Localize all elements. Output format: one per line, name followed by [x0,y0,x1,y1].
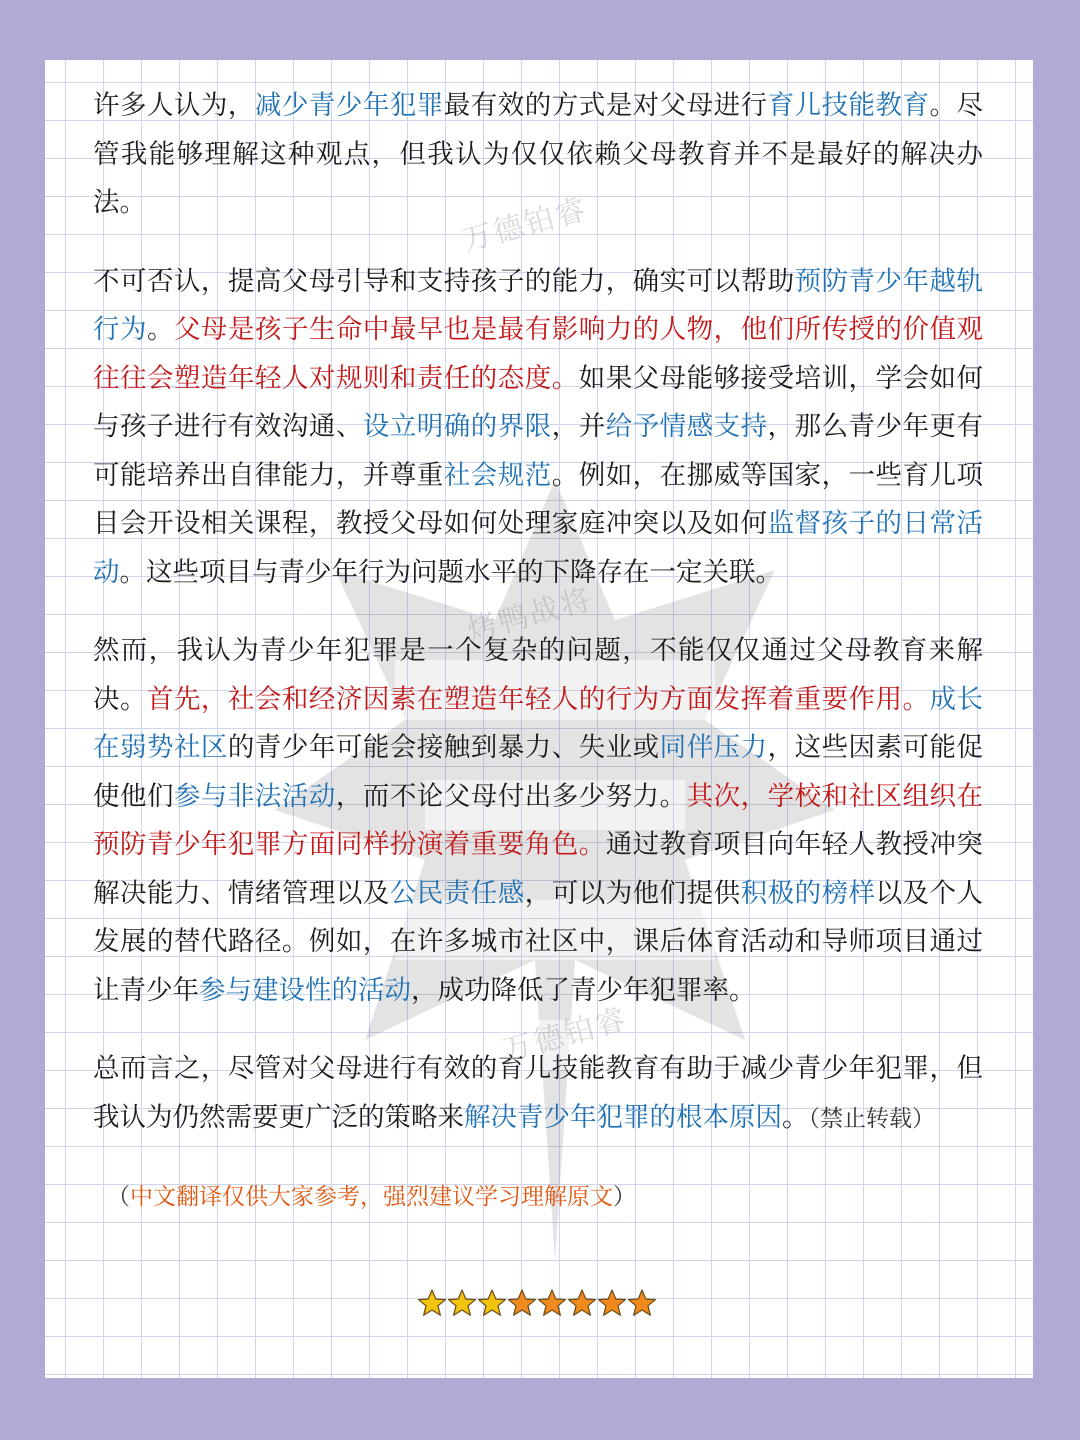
keyword-highlight: 参与建设性的活动 [199,974,411,1006]
text-span: ，成功降低了青少年犯罪率。 [411,974,756,1006]
text-span: 。这些项目与青少年行为问题水平的下降存在一定关联。 [119,556,782,588]
keyword-highlight: 同伴压力 [659,732,768,763]
star-icon [627,1288,657,1318]
keyword-highlight: 给予情感支持 [605,411,768,442]
keyword-highlight: 积极的榜样 [740,877,876,909]
text-span: ，可以为他们提供 [524,877,741,909]
text-span: 。尽管我能够理解这种观点，但我认为仅仅依赖父母教育并不是最好的解决办法。 [93,90,983,218]
star-icon [597,1288,627,1318]
keyword-highlight: 监督孩子的日常活动 [93,508,983,588]
watermark-text-bottom: 万德铂睿 [498,1001,632,1069]
star-icon [567,1288,597,1318]
text-span: 许多人认为， [93,90,255,121]
text-span: 如果父母能够接受培训，学会如何与孩子进行有效沟通、 [93,362,983,442]
watermark-text-top: 万德铂睿 [458,191,592,259]
paragraph-other-factors [93,627,983,1015]
article-body [93,82,983,1222]
note-bracket: ） [613,1184,636,1210]
keyword-highlight: 减少青少年犯罪 [254,90,444,121]
text-span: 通过教育项目向年轻人教授冲突解决能力、情绪管理以及 [93,829,983,909]
text-span: 。例如，在挪威等国家，一些育儿项目会开设相关课程，教授父母如何处理家庭冲突以及如何 [93,459,983,539]
paragraph-parent-role [93,258,983,598]
text-span: ，而不论父母付出多少努力。 [335,780,687,812]
keyword-highlight: 育儿技能教育 [767,90,930,121]
keyword-highlight: 社会规范 [443,459,552,491]
keyword-highlight: 公民责任感 [389,877,525,909]
text-span: 的青少年可能会接触到暴力、失业或 [227,732,660,763]
text-span: 。 [782,1101,809,1133]
text-span: ，并 [551,411,606,442]
keyword-highlight: 成长在弱势社区 [93,683,983,763]
text-span: ，这些因素可能促使他们 [93,732,983,812]
paragraph-conclusion [93,1045,983,1143]
keyword-highlight: 解决青少年犯罪的根本原因 [464,1101,782,1133]
watermark-text-middle: 烤鸭战将 [463,581,597,649]
translation-note [93,1173,983,1222]
text-span: 然而，我认为青少年犯罪是一个复杂的问题，不能仅仅通过父母教育来解决。 [93,635,983,715]
text-span: 总而言之，尽管对父母进行有效的育儿技能教育有助于减少青少年犯罪，但我认为仍然需要更广泛的策略来 [93,1053,983,1133]
paragraph-intro [93,82,983,228]
article-card [45,60,1033,1378]
key-sentence-highlight: 其次，学校和社区组织在预防青少年犯罪方面同样扮演着重要角色。 [93,780,983,860]
text-span: 不可否认，提高父母引导和支持孩子的能力，确实可以帮助 [93,265,795,297]
star-rating [417,1288,657,1318]
star-icon [447,1288,477,1318]
star-icon [537,1288,567,1318]
star-icon [477,1288,507,1318]
no-repost-notice: （禁止转载） [808,1105,935,1132]
text-span: 以及个人发展的替代路径。例如，在许多城市社区中，课后体育活动和导师项目通过让青少年 [93,877,983,1006]
text-span: 最有效的方式是对父母进行 [443,90,768,121]
text-span: 。 [146,314,174,345]
key-sentence-highlight: 父母是孩子生命中最早也是最有影响力的人物，他们所传授的价值观往往会塑造年轻人对规则和责任的态度。 [93,314,983,394]
star-icon [417,1288,447,1318]
text-span: ，那么青少年更有可能培养出自律能力，并尊重 [93,411,983,491]
key-sentence-highlight: 首先，社会和经济因素在塑造年轻人的行为方面发挥着重要作用。 [146,683,930,715]
keyword-highlight: 参与非法活动 [173,780,336,812]
note-text: 中文翻译仅供大家参考，强烈建议学习理解原文 [130,1184,613,1210]
keyword-highlight: 设立明确的界限 [362,411,552,442]
keyword-highlight: 预防青少年越轨行为 [93,265,983,345]
star-icon [507,1288,537,1318]
note-bracket: （ [107,1184,130,1210]
